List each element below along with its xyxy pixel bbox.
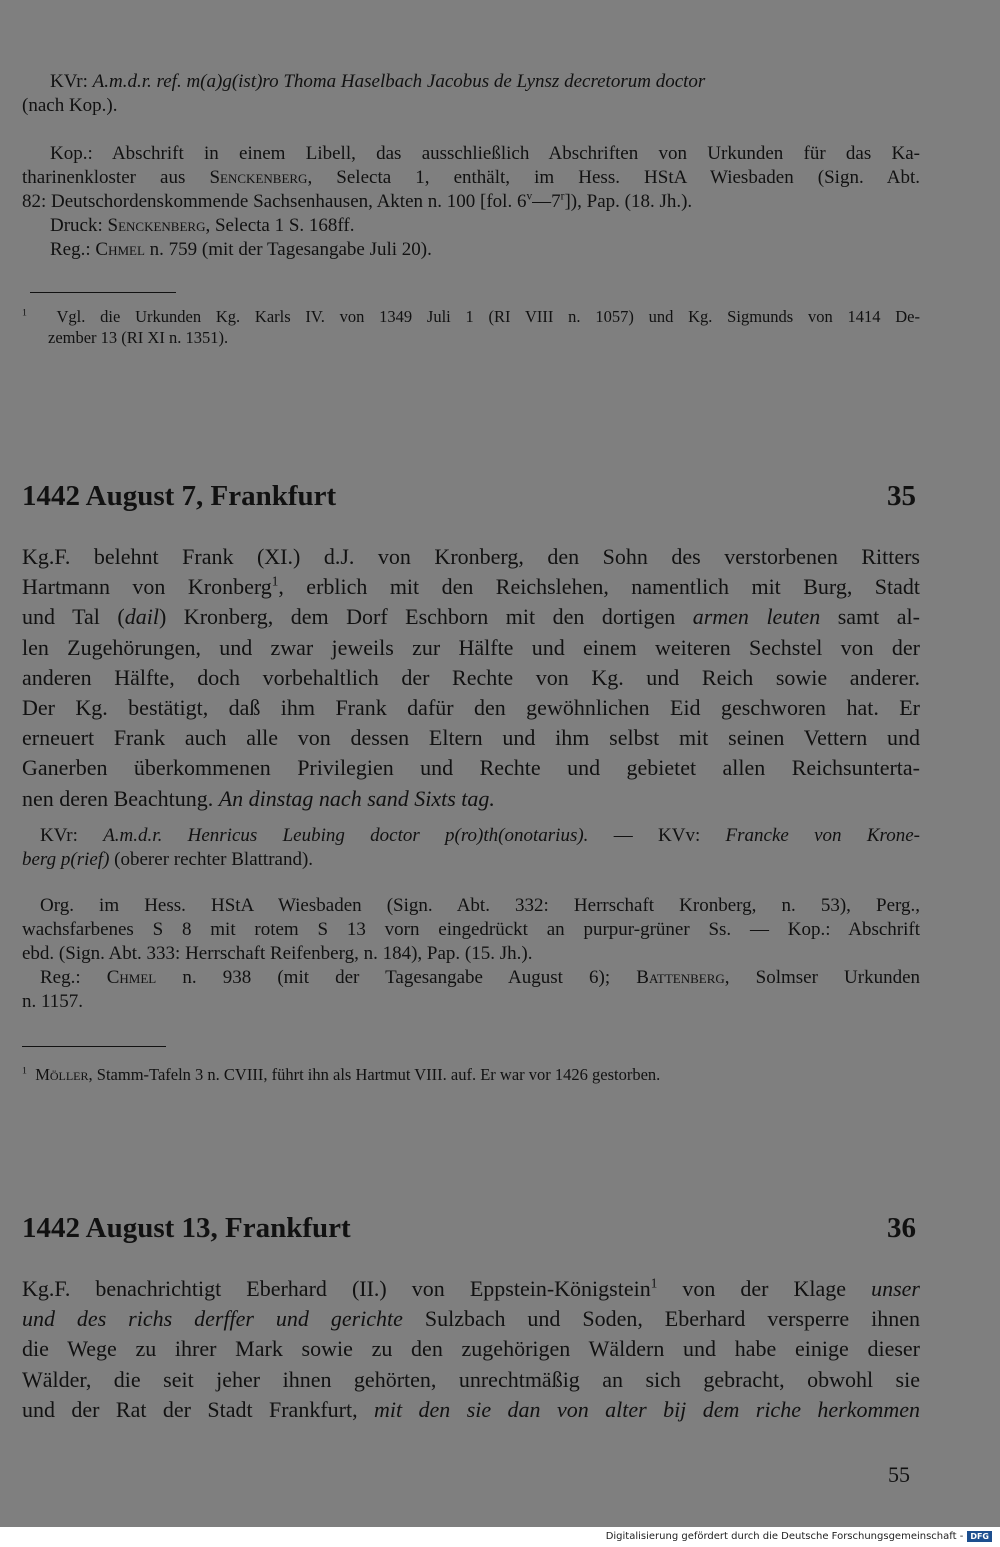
kop-line-2: tharinenkloster aus Senckenberg, Selecta 1, enthält, im Hess. HStA Wiesbaden (Sign. Abt. bbox=[22, 167, 920, 188]
kvr-note-top bbox=[22, 70, 920, 118]
digitization-footer bbox=[606, 1531, 992, 1542]
entry-number: 35 bbox=[887, 480, 916, 512]
entry-number: 36 bbox=[887, 1212, 916, 1244]
kop-line-1: Kop.: Abschrift in einem Libell, das ausschließlich Abschriften von Urkunden für das Ka- bbox=[50, 143, 920, 164]
footer-text: Digitalisierung gefördert durch die Deutsche Forschungsgemeinschaft - bbox=[605, 1531, 964, 1542]
entry-date-place: 1442 August 13, Frankfurt bbox=[22, 1212, 351, 1244]
entry-35-org: Org. im Hess. HStA Wiesbaden (Sign. Abt. 332: Herrschaft Kronberg, n. 53), Perg., wachsfarbenes S 8 mit rotem S 13 vorn eingedrückt an purpur-grüner Ss. — Kop.: Abschrift ebd. (Sign. Abt. 333: Herrschaft Reifenberg, n. 184), Pap. (15. Jh.). Reg.: Chmel n. 938 (mit der Tagesangabe August 6); Battenberg, Solmser Urkunden n. 1157. bbox=[22, 895, 921, 1012]
druck-line: Druck: Senckenberg, Selecta 1 S. 168ff. bbox=[50, 215, 355, 236]
footnote-35: $^1$ Möller, Stamm-Tafeln 3 n. CVIII, führt ihn als Hartmut VIII. auf. Er war vor 1426 gestorben. bbox=[22, 1065, 661, 1084]
footnote-top: $^1$ Vgl. die Urkunden Kg. Karls IV. von 1349 Juli 1 (RI VIII n. 1057) und Kg. Sigmunds von 1414 De- zember 13 (RI XI n. 1351). bbox=[22, 307, 921, 347]
footnote-rule-35 bbox=[22, 1046, 166, 1047]
kvr-text: A.m.d.r. ref. m(a)g(ist)ro Thoma Haselbach Jacobus de Lynsz decretorum doctor bbox=[92, 71, 706, 92]
entry-date-place: 1442 August 7, Frankfurt bbox=[22, 480, 337, 512]
entry-35-heading bbox=[22, 480, 916, 513]
kop-line-3: 82: Deutschordenskommende Sachsenhausen, Akten n. 100 [fol. 6$^v$—7$^r$]), Pap. (18. Jh.). bbox=[22, 190, 693, 212]
entry-36-regest: Kg.F. benachrichtigt Eberhard (II.) von Eppstein-Königstein$^1$ von der Klage unser und des richs derffer und gerichte Sulzbach und Soden, Eberhard versperre ihnen die Wege zu ihrer Mark sowie zu den zugehörigen Wäldern und habe einige dieser Wälder, die seit jeher ihnen gehörten, unrechtmäßig an sich gebracht, obwohl sie und der Rat der Stadt Frankfurt, mit den sie dan von alter bij dem riche herkommen bbox=[22, 1275, 920, 1422]
footnote-marker: 1 bbox=[22, 307, 27, 319]
dfg-logo: DFG bbox=[967, 1531, 992, 1542]
kop-note-top bbox=[22, 142, 920, 262]
kvr-tail: (nach Kop.). bbox=[22, 95, 118, 116]
reg-line-top: Reg.: Chmel n. 759 (mit der Tagesangabe Juli 20). bbox=[50, 239, 432, 260]
entry-35-regest: Kg.F. belehnt Frank (XI.) d.J. von Kronberg, den Sohn des verstorbenen Ritters Hartmann von Kronberg$^1$, erblich mit den Reichslehen, namentlich mit Burg, Stadt und Tal (dail) Kronberg, dem Dorf Eschborn mit den dortigen armen leuten samt al- len Zugehörungen, und zwar jeweils zur Hälfte und einem weiteren Sechstel von der anderen Hälfte, doch vorbehaltlich der Rechte von Kg. und Reich sowie anderer. Der Kg. bestätigt, daß ihm Frank dafür den gewöhnlichen Eid geschworen hat. Er erneuert Frank auch alle von dessen Eltern und ihm selbst mit seinen Vettern und Ganerben überkommenen Privilegien und Rechte und gebietet allen Reichsunterta- nen deren Beachtung. An dinstag nach sand Sixts tag. bbox=[22, 544, 921, 811]
entry-36-heading bbox=[22, 1212, 916, 1245]
footnote-rule-top bbox=[30, 292, 176, 293]
page-number: 55 bbox=[888, 1462, 910, 1487]
kvr-label: KVr: bbox=[50, 71, 93, 92]
entry-35-kvr: KVr: A.m.d.r. Henricus Leubing doctor p(ro)th(onotarius). — KVv: Francke von Krone- berg p(rief) (oberer rechter Blattrand). bbox=[22, 825, 920, 870]
